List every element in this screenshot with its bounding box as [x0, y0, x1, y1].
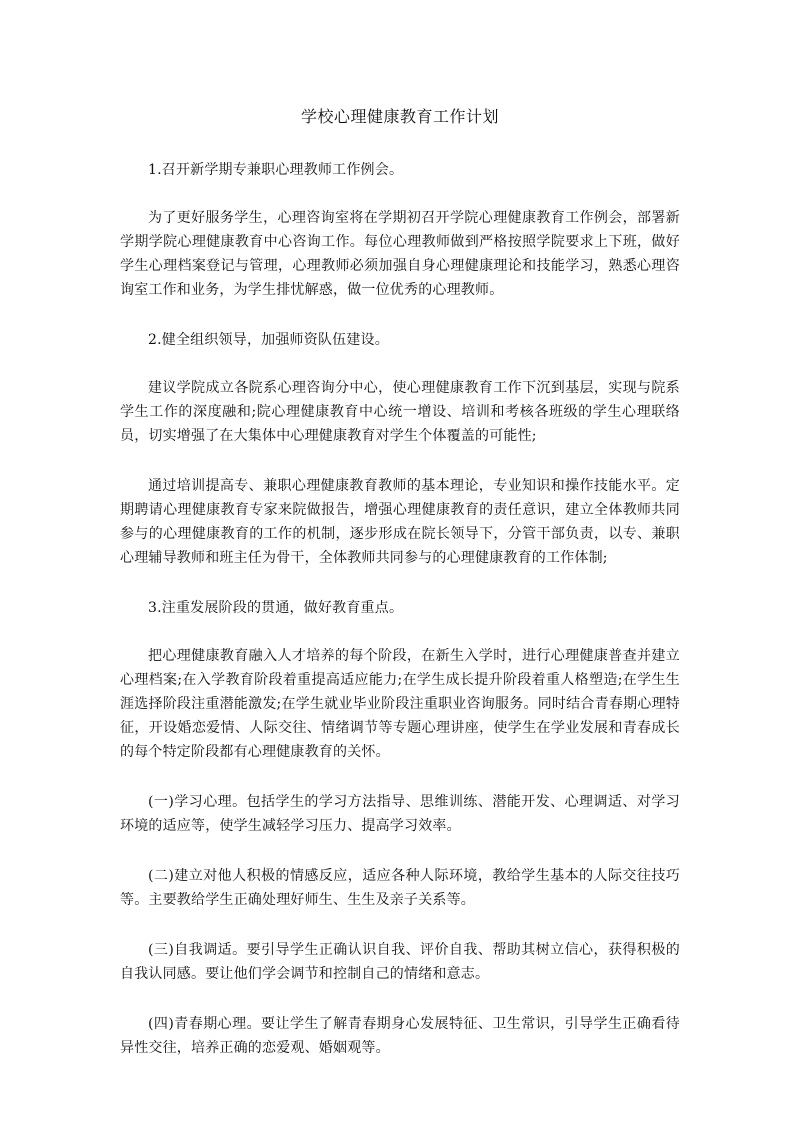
paragraph-1: 为了更好服务学生，心理咨询室将在学期初召开学院心理健康教育工作例会，部署新学期学院心理健康教育中心咨询工作。每位心理教师做到严格按照学院要求上下班，做好学生心理档案登记与管理，心理教师必须加强自身心理健康理论和技能学习，熟悉心理咨询室工作和业务，为学生排忧解惑，做一位优秀的心理教师。 [120, 210, 680, 298]
list-item-self-adjustment: (三)自我调适。要引导学生正确认识自我、评价自我、帮助其树立信心，获得积极的自我认同感。要让他们学会调节和控制自己的情绪和意志。 [120, 942, 680, 982]
list-item-relationships: (二)建立对他人积极的情感反应，适应各种人际环境，教给学生基本的人际交往技巧等。主要教给学生正确处理好师生、生生及亲子关系等。 [120, 868, 680, 908]
paragraph-2: 建议学院成立各院系心理咨询分中心，使心理健康教育工作下沉到基层，实现与院系学生工作的深度融和;院心理健康教育中心统一增设、培训和考核各班级的学生心理联络员，切实增强了在大集体中心理健康教育对学生个体覆盖的可能性; [120, 380, 680, 444]
document-page [120, 0, 680, 1086]
paragraph-4: 把心理健康教育融入人才培养的每个阶段，在新生入学时，进行心理健康普查并建立心理档案;在入学教育阶段着重提高适应能力;在学生成长提升阶段着重人格塑造;在学生生涯选择阶段注重潜能激发;在学生就业毕业阶段注重职业咨询服务。同时结合青春期心理特征，开设婚恋爱情、人际交往、情绪调节等专题心理讲座，使学生在学业发展和青春成长的每个特定阶段都有心理健康教育的关怀。 [120, 648, 680, 760]
document-title: 学校心理健康教育工作计划 [300, 107, 499, 126]
paragraph-3: 通过培训提高专、兼职心理健康教育教师的基本理论，专业知识和操作技能水平。定期聘请心理健康教育专家来院做报告，增强心理健康教育的责任意识，建立全体教师共同参与的心理健康教育的工作的机制，逐步形成在院长领导下，分管干部负责，以专、兼职心理辅导教师和班主任为骨干，全体教师共同参与的心理健康教育的工作体制; [120, 478, 680, 566]
list-item-learning: (一)学习心理。包括学生的学习方法指导、思维训练、潜能开发、心理调适、对学习环境的适应等，使学生减轻学习压力、提高学习效率。 [120, 794, 680, 834]
section-heading-3: 3.注重发展阶段的贯通，做好教育重点。 [148, 600, 404, 616]
document-body [120, 158, 680, 1060]
section-heading-2: 2.健全组织领导，加强师资队伍建设。 [148, 332, 389, 348]
section-heading-1: 1.召开新学期专兼职心理教师工作例会。 [148, 162, 404, 178]
list-item-adolescence: (四)青春期心理。要让学生了解青春期身心发展特征、卫生常识，引导学生正确看待异性交往，培养正确的恋爱观、婚姻观等。 [120, 1016, 680, 1056]
